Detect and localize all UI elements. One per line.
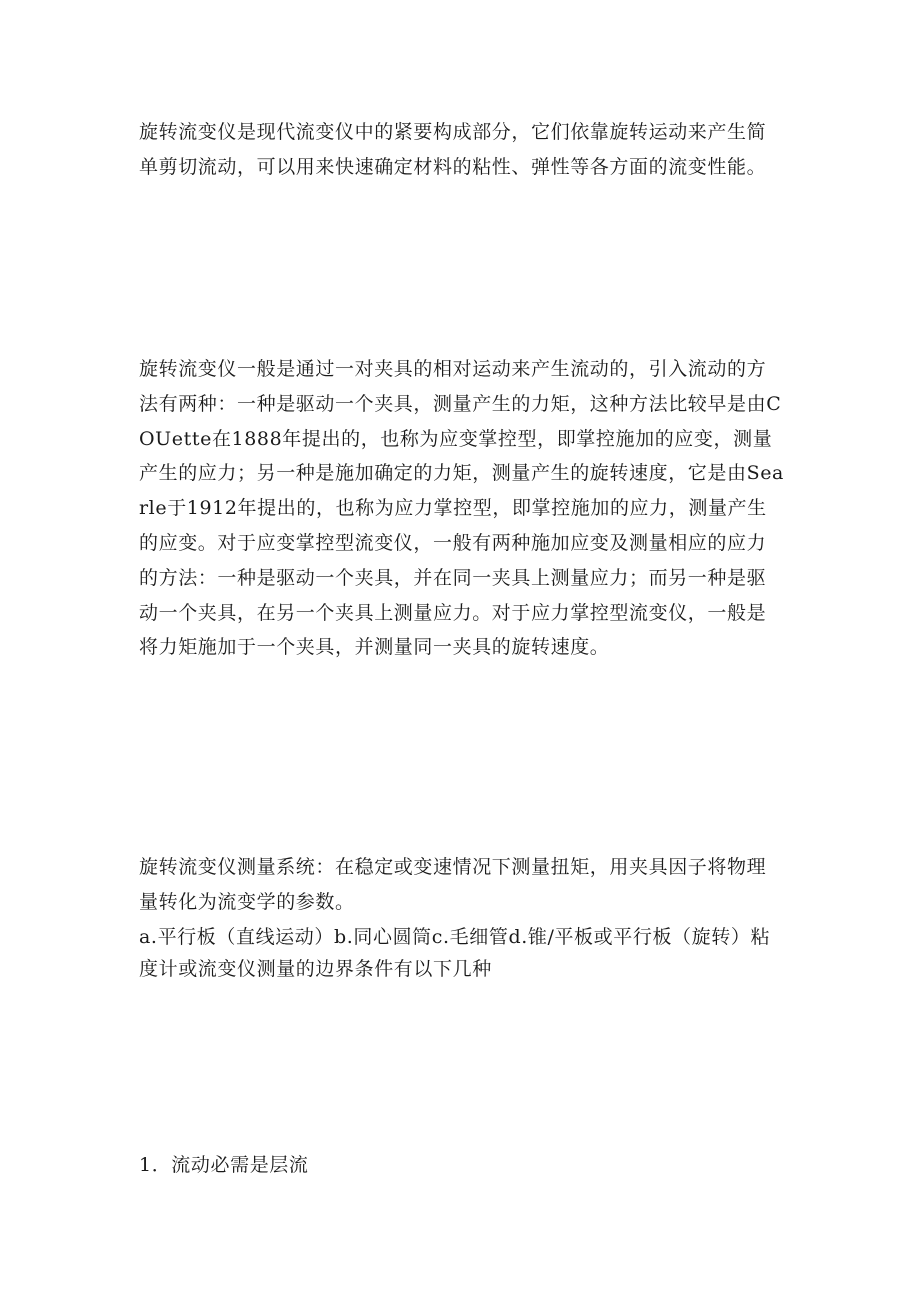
paragraph-geometry-list: a.平行板（直线运动）b.同心圆筒c.毛细管d.锥/平板或平行板（旋转）粘度计或流变仪测量的边界条件有以下几种 — [139, 926, 771, 980]
paragraph-intro: 旋转流变仪是现代流变仪中的紧要构成部分，它们依靠旋转运动来产生简单剪切流动，可以用来快速确定材料的粘性、弹性等各方面的流变性能。 — [139, 121, 767, 178]
paragraph-methods: 旋转流变仪一般是通过一对夹具的相对运动来产生流动的，引入流动的方法有两种：一种是驱动一个夹具，测量产生的力矩，这种方法比较早是由COUette在1888年提出的，也称为应变掌控型，即掌控施加的应变，测量产生的应力；另一种是施加确定的力矩，测量产生的旋转速度，它是由Searle于1912年提出的，也称为应力掌控型，即掌控施加的应力，测量产生的应变。对于应变掌控型流变仪，一般有两种施加应变及测量相应的应力的方法：一种是驱动一个夹具，并在同一夹具上测量应力；而另一种是驱动一个夹具，在另一个夹具上测量应力。对于应力掌控型流变仪，一般是将力矩施加于一个夹具，并测量同一夹具的旋转速度。 — [139, 358, 784, 659]
list-item-condition-1: 1．流动必需是层流 — [139, 1154, 309, 1176]
paragraph-measurement-system: 旋转流变仪测量系统：在稳定或变速情况下测量扭矩，用夹具因子将物理量转化为流变学的参数。 — [139, 856, 767, 913]
